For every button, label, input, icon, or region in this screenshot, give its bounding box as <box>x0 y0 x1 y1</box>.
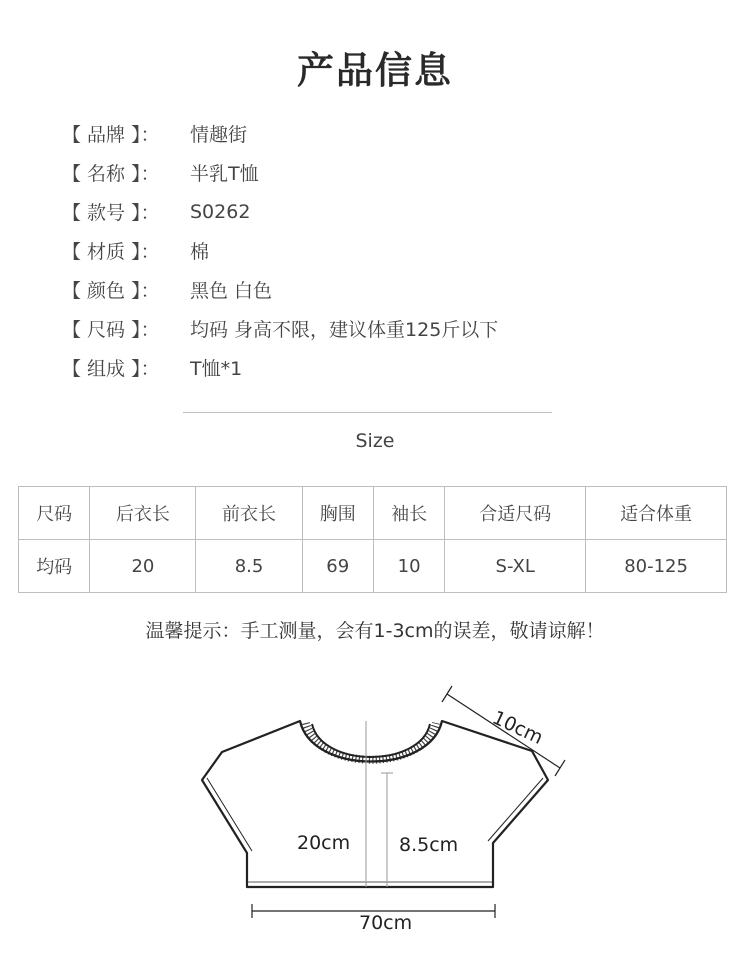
info-value: 半乳T恤 <box>190 163 259 185</box>
collar-ribbing <box>306 723 436 760</box>
info-value: 棉 <box>190 241 210 263</box>
page-title: 产品信息 <box>297 49 453 92</box>
table-cell: 20 <box>90 540 196 593</box>
sleeve-tick-bottom <box>555 760 565 776</box>
measurement-note: 温馨提示：手工测量，会有1-3cm的误差，敬请谅解！ <box>145 620 605 642</box>
width-label: 70cm <box>359 912 413 934</box>
table-row <box>19 540 727 593</box>
info-label: 【 组成 】： <box>62 358 160 380</box>
table-header-cell: 前衣长 <box>196 487 302 540</box>
info-row-components <box>62 348 498 387</box>
table-header-cell: 后衣长 <box>90 487 196 540</box>
sleeve-tick-top <box>442 686 452 702</box>
info-label: 【 材质 】： <box>62 241 160 263</box>
info-row-brand <box>62 114 498 153</box>
product-info-list <box>62 114 498 387</box>
front-length-label: 8.5cm <box>399 834 459 856</box>
table-header-cell: 袖长 <box>373 487 444 540</box>
table-header-row <box>19 487 727 540</box>
info-label: 【 尺码 】： <box>62 319 160 341</box>
sleeve-hem-right <box>488 778 543 841</box>
back-length-label: 20cm <box>297 832 351 854</box>
info-value: 均码 身高不限，建议体重125斤以下 <box>190 319 499 341</box>
section-divider <box>183 412 552 413</box>
table-cell: 80-125 <box>586 540 727 593</box>
info-value: 情趣街 <box>190 124 248 146</box>
info-value: S0262 <box>190 200 251 223</box>
table-cell: S-XL <box>445 540 586 593</box>
table-cell: 10 <box>373 540 444 593</box>
info-row-material <box>62 231 498 270</box>
tshirt-size-diagram <box>0 680 750 971</box>
info-label: 【 款号 】： <box>62 202 160 224</box>
size-table <box>18 486 727 593</box>
table-header-cell: 胸围 <box>302 487 373 540</box>
table-header-cell: 适合体重 <box>586 487 727 540</box>
tshirt-outline <box>202 721 548 887</box>
table-cell: 均码 <box>19 540 90 593</box>
info-row-model <box>62 192 498 231</box>
info-label: 【 品牌 】： <box>62 124 160 146</box>
info-value: 黑色 白色 <box>190 280 273 302</box>
info-label: 【 名称 】： <box>62 163 160 185</box>
size-heading: Size <box>355 430 395 452</box>
table-header-cell: 尺码 <box>19 487 90 540</box>
table-header-cell: 合适尺码 <box>445 487 586 540</box>
info-label: 【 颜色 】： <box>62 280 160 302</box>
info-row-name <box>62 153 498 192</box>
table-cell: 69 <box>302 540 373 593</box>
sleeve-hem-left <box>207 778 252 851</box>
info-value: T恤*1 <box>190 358 243 380</box>
sleeve-label: 10cm <box>488 706 547 749</box>
info-row-size <box>62 309 498 348</box>
table-cell: 8.5 <box>196 540 302 593</box>
info-row-color <box>62 270 498 309</box>
